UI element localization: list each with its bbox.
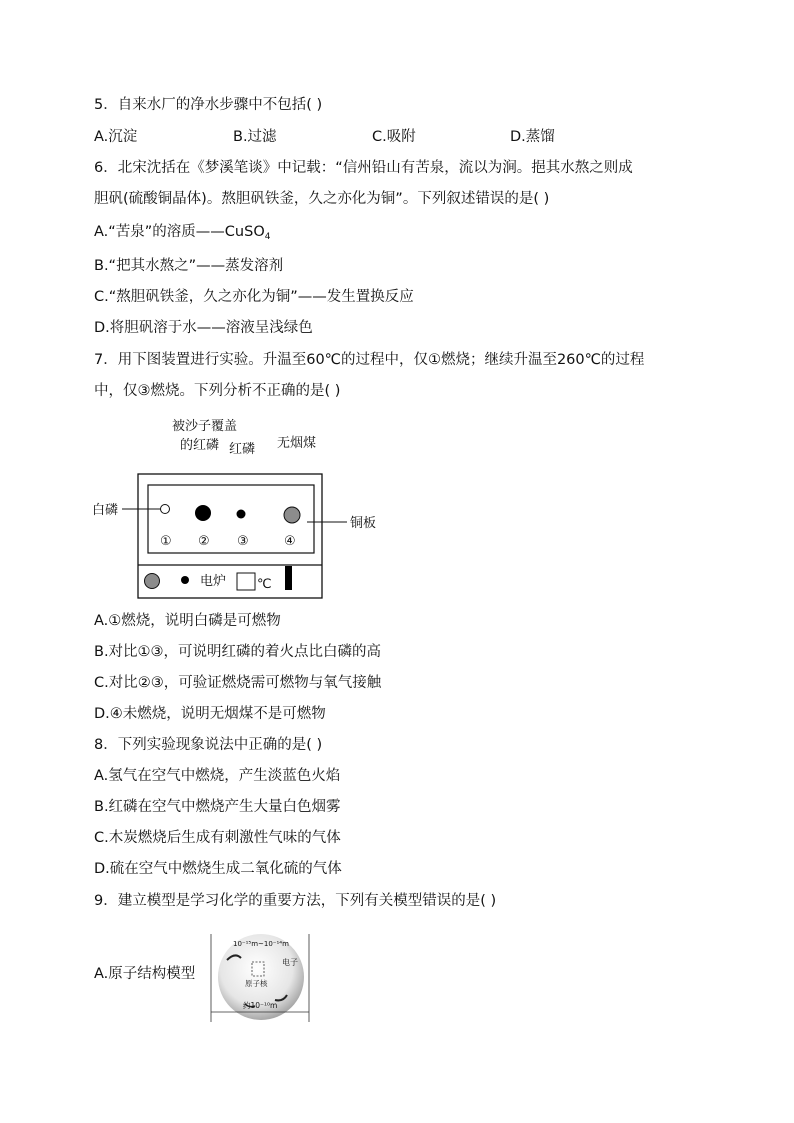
q6-option-d: D.将胆矾溶于水——溶液呈浅绿色: [94, 320, 313, 336]
q7-option-d: D.④未燃烧，说明无烟煤不是可燃物: [94, 706, 326, 722]
combustion-apparatus-diagram: [92, 412, 412, 604]
atom-structure-model-image: [205, 932, 315, 1024]
q6-option-a-text: A.“苦泉”的溶质——CuSO: [94, 224, 265, 240]
nucleus-label: 原子核: [245, 979, 268, 988]
red-phosphorus-sample: [237, 510, 246, 519]
q7-option-a: A.①燃烧，说明白磷是可燃物: [94, 613, 281, 629]
q9-option-a-label: A.原子结构模型: [94, 966, 196, 982]
q6-option-a: [94, 222, 270, 247]
label-covered-line1: 被沙子覆盖: [172, 419, 238, 434]
q9-stem: 9．建立模型是学习化学的重要方法，下列有关模型错误的是( ): [94, 893, 497, 909]
q7-option-b: B.对比①③，可说明红磷的着火点比白磷的高: [94, 644, 382, 660]
q5-option-a: A.沉淀: [94, 129, 138, 145]
label-copper-plate: 铜板: [350, 516, 377, 531]
covered-red-phosphorus-sample: [195, 505, 211, 521]
q5-option-b: B.过滤: [233, 129, 277, 145]
q7-option-c: C.对比②③，可验证燃烧需可燃物与氧气接触: [94, 675, 382, 691]
q6-stem-line1: 6．北宋沈括在《梦溪笔谈》中记载：“信州铅山有苦泉，流以为涧。挹其水熬之则成: [94, 160, 633, 176]
smokeless-coal-sample: [284, 507, 300, 523]
q8-option-d: D.硫在空气中燃烧生成二氧化硫的气体: [94, 861, 342, 877]
furnace-switch-icon: [285, 566, 292, 590]
label-smokeless-coal: 无烟煤: [277, 436, 317, 451]
q5-stem: 5．自来水厂的净水步骤中不包括( ): [94, 97, 323, 113]
q6-option-a-subscript: 4: [264, 232, 271, 242]
q5-option-d: D.蒸馏: [510, 129, 555, 145]
label-red-phosphorus: 红磷: [229, 442, 256, 457]
label-white-phosphorus: 白磷: [92, 503, 119, 518]
furnace-knob-icon: [145, 574, 160, 589]
electron-label: 电子: [282, 958, 298, 967]
q8-option-b: B.红磷在空气中燃烧产生大量白色烟雾: [94, 799, 341, 815]
q8-option-a: A.氢气在空气中燃烧，产生淡蓝色火焰: [94, 768, 341, 784]
num-2: ②: [198, 534, 210, 549]
num-1: ①: [160, 534, 172, 549]
label-covered-line2: 的红磷: [180, 438, 220, 453]
q7-stem-line1: 7．用下图装置进行实验。升温至60℃的过程中，仅①燃烧；继续升温至260℃的过程: [94, 352, 645, 368]
label-celsius: ℃: [257, 577, 272, 592]
furnace-indicator-icon: [181, 576, 189, 584]
q6-option-b: B.“把其水熬之”——蒸发溶剂: [94, 258, 284, 274]
nucleus-size-label: 10⁻¹⁵m~10⁻¹⁴m: [233, 940, 289, 948]
q6-option-c: C.“熬胆矾铁釜，久之亦化为铜”——发生置换反应: [94, 289, 414, 305]
white-phosphorus-sample: [161, 505, 170, 514]
q5-option-c: C.吸附: [372, 129, 416, 145]
num-3: ③: [237, 534, 249, 549]
label-electric-furnace: 电炉: [200, 574, 227, 589]
q8-option-c: C.木炭燃烧后生成有刺激性气味的气体: [94, 830, 341, 846]
num-4: ④: [284, 534, 296, 549]
atom-size-label: 约10⁻¹⁰m: [243, 1001, 278, 1010]
q8-stem: 8．下列实验现象说法中正确的是( ): [94, 737, 323, 753]
q6-stem-line2: 胆矾(硫酸铜晶体)。熬胆矾铁釜，久之亦化为铜”。下列叙述错误的是( ): [94, 191, 550, 207]
q7-stem-line2: 中，仅③燃烧。下列分析不正确的是( ): [94, 383, 341, 399]
temperature-display: [237, 573, 255, 590]
